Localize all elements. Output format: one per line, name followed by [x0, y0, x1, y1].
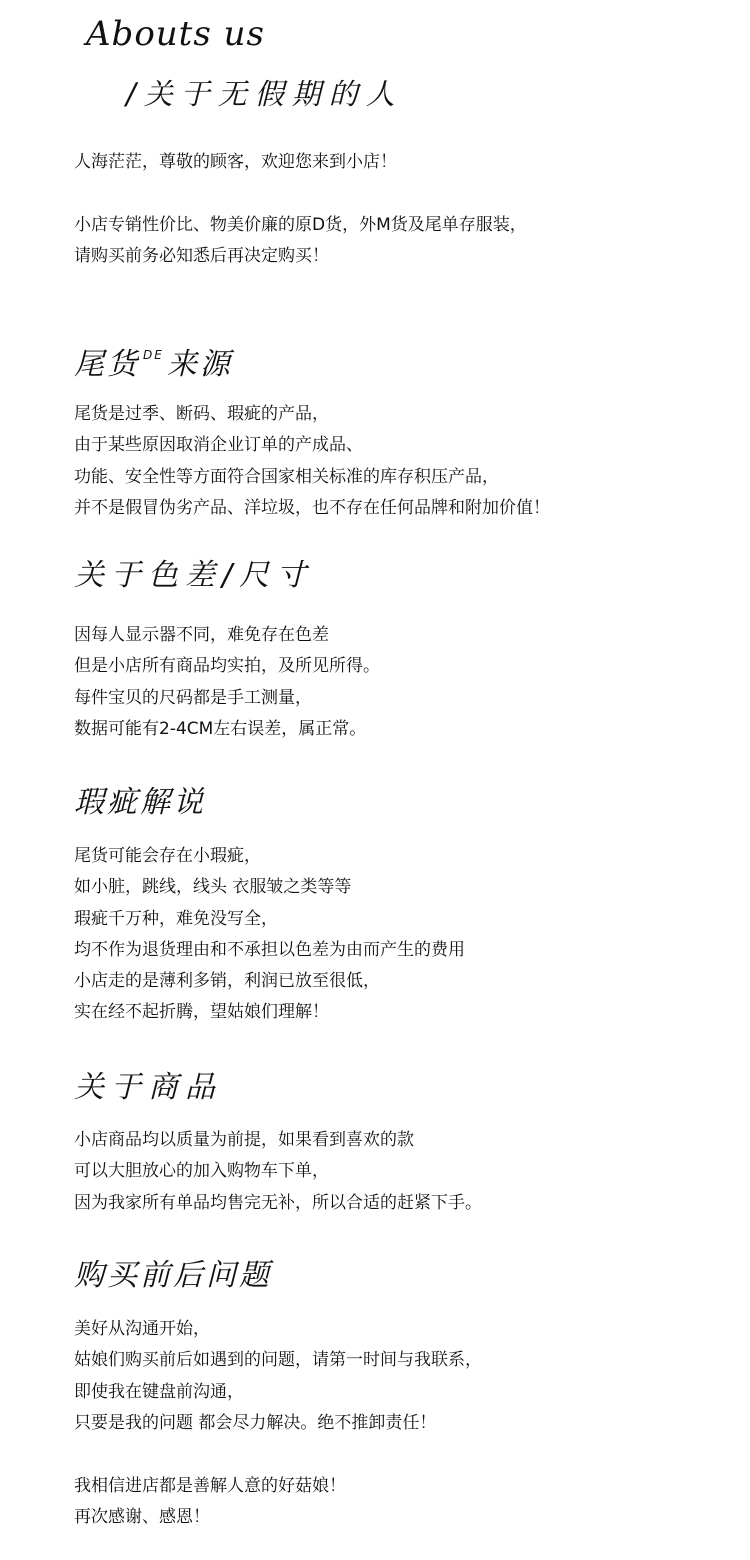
intro-line: 小店专销性价比、物美价廉的原D货，外M货及尾单存服装， [74, 215, 527, 235]
section-title-source [74, 337, 233, 383]
body-line: 可以大胆放心的加入购物车下单， [74, 1161, 329, 1182]
body-line: 均不作为退货理由和不承担以色差为由而产生的费用 [74, 939, 465, 960]
closing-paragraph [74, 1471, 346, 1534]
body-line: 由于某些原因取消企业订单的产成品、 [74, 435, 363, 456]
section-body-products [74, 1125, 482, 1219]
body-line: 功能、安全性等方面符合国家相关标准的库存积压产品， [74, 466, 499, 487]
title-part: 尾货 [74, 347, 140, 382]
script-title: Abouts us [86, 14, 265, 54]
intro-paragraph [74, 210, 527, 273]
body-line: 数据可能有2-4CM左右误差，属正常。 [74, 718, 367, 739]
body-line: 但是小店所有商品均实拍，及所见所得。 [74, 656, 380, 677]
title-part: 来源 [166, 347, 233, 382]
body-line: 尾货可能会存在小瑕疵， [74, 846, 261, 866]
section-body-defects [74, 841, 465, 1029]
body-line: 姑娘们购买前后如遇到的问题，请第一时间与我联系， [74, 1350, 482, 1371]
body-line: 每件宝贝的尺码都是手工测量， [74, 687, 312, 708]
section-body-source [74, 399, 550, 524]
body-line: 实在经不起折腾，望姑娘们理解！ [74, 1002, 329, 1023]
section-title-defects: 瑕疵解说 [74, 785, 206, 820]
body-line: 尾货是过季、断码、瑕疵的产品， [74, 404, 329, 424]
body-line: 小店商品均以质量为前提，如果看到喜欢的款 [74, 1130, 414, 1150]
body-line: 如小脏，跳线，线头 衣服皱之类等等 [74, 877, 352, 898]
body-line: 美好从沟通开始， [74, 1319, 210, 1339]
body-line: 并不是假冒伪劣产品、洋垃圾，也不存在任何品牌和附加价值！ [74, 497, 550, 518]
section-title-products: 关于商品 [74, 1070, 222, 1105]
body-line: 小店走的是薄利多销，利润已放至很低， [74, 971, 380, 992]
section-body-after-sales [74, 1314, 482, 1439]
sub-title: /关于无假期的人 [126, 77, 403, 111]
section-title-after-sales: 购买前后问题 [74, 1258, 272, 1293]
body-line: 因为我家所有单品均售完无补，所以合适的赶紧下手。 [74, 1192, 482, 1213]
closing-line: 我相信进店都是善解人意的好菇娘！ [74, 1476, 346, 1496]
closing-line: 再次感谢、感恩！ [74, 1507, 210, 1528]
intro-line: 请购买前务必知悉后再决定购买！ [74, 246, 329, 267]
intro-greeting [74, 147, 397, 178]
body-line: 即使我在键盘前沟通， [74, 1381, 244, 1402]
intro-line: 人海茫茫，尊敬的顾客，欢迎您来到小店！ [74, 152, 397, 172]
title-superscript: DE [143, 348, 164, 362]
section-body-color-size [74, 620, 380, 745]
section-title-color-size: 关于色差/尺寸 [74, 558, 314, 593]
body-line: 只要是我的问题 都会尽力解决。绝不推卸责任！ [74, 1412, 437, 1433]
body-line: 因每人显示器不同，难免存在色差 [74, 625, 329, 645]
body-line: 瑕疵千万种，难免没写全， [74, 908, 278, 929]
